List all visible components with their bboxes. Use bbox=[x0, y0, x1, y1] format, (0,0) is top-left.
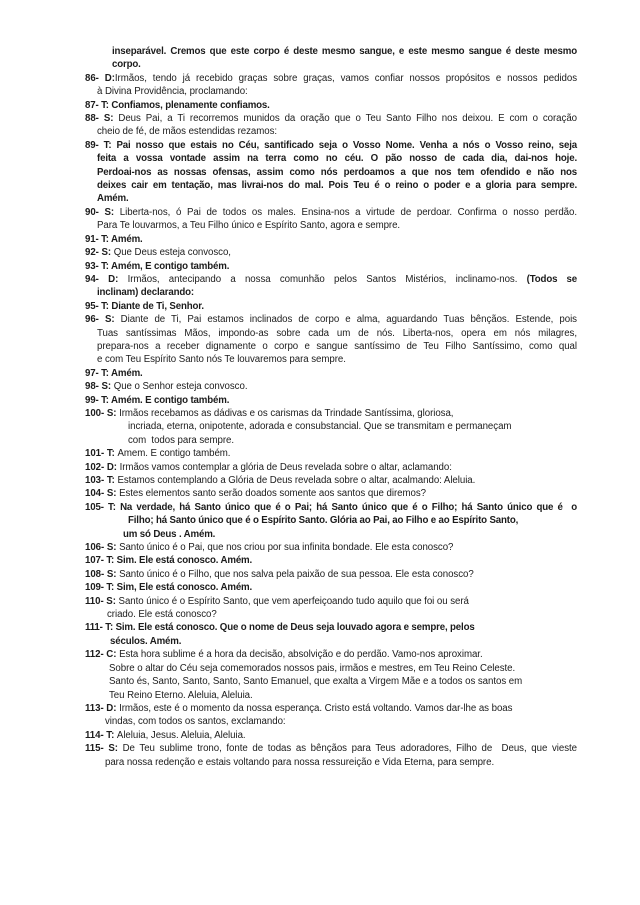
doc-text: Estamos contemplando a Glória de Deus revelada sobre o altar, acalmando: Aleluia. bbox=[117, 475, 476, 486]
doc-entry bbox=[85, 648, 577, 702]
doc-text: e com Teu Espírito Santo nós Te louvaremos para sempre. bbox=[97, 354, 346, 366]
doc-line bbox=[85, 179, 577, 192]
doc-text: cheio de fé, de mãos estendidas rezamos: bbox=[97, 126, 278, 138]
doc-line bbox=[97, 689, 577, 702]
doc-line bbox=[93, 715, 577, 728]
doc-line bbox=[85, 621, 577, 634]
doc-text: com todos para sempre. bbox=[128, 434, 234, 446]
doc-entry bbox=[85, 702, 577, 729]
doc-line bbox=[85, 407, 577, 420]
doc-text: Amém. bbox=[97, 193, 129, 205]
doc-entry bbox=[85, 554, 577, 567]
doc-line bbox=[85, 474, 577, 487]
doc-line bbox=[85, 461, 577, 474]
doc-text: um só Deus . Amém. bbox=[123, 528, 216, 540]
doc-text: Liberta-nos, ó Pai de todos os males. Ensina-nos a virtude de perdoar. Confirma o nosso perdão. bbox=[119, 206, 577, 218]
entry-prefix: 90- S: bbox=[85, 206, 120, 218]
doc-line bbox=[85, 286, 577, 299]
doc-line bbox=[85, 273, 577, 286]
doc-text: Diante de Ti, Senhor. bbox=[111, 300, 204, 312]
doc-text: Sobre o altar do Céu seja comemorados nossos pais, irmãos e mestres, em Teu Reino Celeste. bbox=[109, 662, 516, 674]
doc-entry bbox=[85, 45, 577, 72]
doc-entry bbox=[85, 581, 577, 594]
entry-prefix: 106- S: bbox=[85, 542, 120, 554]
doc-line bbox=[97, 675, 577, 688]
entry-prefix: 109- T: bbox=[85, 582, 117, 594]
entry-prefix: 92- S: bbox=[85, 247, 114, 259]
doc-line bbox=[85, 501, 577, 514]
doc-line bbox=[95, 608, 577, 621]
doc-text: De Teu sublime trono, fonte de todas as bênçãos para Teus adoradores, Filho de Deus, que vieste bbox=[122, 743, 577, 755]
entry-prefix: 115- S: bbox=[85, 743, 123, 755]
doc-text: Perdoai-nos as nossas ofensas, assim como nós perdoamos a que nos tem ofendido e não nos bbox=[97, 166, 577, 178]
doc-line bbox=[85, 648, 577, 661]
doc-entry bbox=[85, 474, 577, 487]
doc-line bbox=[85, 394, 577, 407]
doc-line bbox=[85, 300, 577, 313]
doc-line bbox=[85, 233, 577, 246]
doc-text: deixes cair em tentação, mas livrai-nos do mal. Pois Teu é o reino o poder e a gloria para sempre. bbox=[97, 180, 577, 192]
doc-line bbox=[111, 528, 577, 541]
doc-line bbox=[116, 420, 577, 433]
entry-prefix: 86- D: bbox=[85, 72, 115, 84]
entry-prefix: 100- S: bbox=[85, 407, 120, 419]
doc-line bbox=[85, 380, 577, 393]
doc-text: Que o Senhor esteja convosco. bbox=[113, 381, 248, 393]
doc-text: corpo. bbox=[112, 59, 141, 71]
doc-entry bbox=[85, 300, 577, 313]
doc-text: Sim. Ele está conosco. Amém. bbox=[116, 555, 253, 567]
doc-entry bbox=[85, 729, 577, 742]
doc-text: Amém. bbox=[111, 367, 143, 379]
doc-line bbox=[85, 152, 577, 165]
doc-text: séculos. Amém. bbox=[110, 635, 182, 647]
doc-entry bbox=[85, 407, 577, 447]
doc-text: Teu Reino Eterno. Aleluia, Aleluia. bbox=[109, 689, 253, 701]
doc-text: para nossa redenção e estais voltando para nossa ressureição e Vida Eterna, para sempre. bbox=[105, 756, 495, 768]
doc-entry bbox=[85, 394, 577, 407]
entry-prefix: 114- T: bbox=[85, 729, 117, 741]
doc-text: prepara-nos a receber dignamente o corpo e sangue santíssimo de Teu Filho Santíssimo, como qual bbox=[97, 340, 577, 352]
doc-text: Amém. E contigo também. bbox=[111, 394, 230, 406]
doc-entry bbox=[85, 260, 577, 273]
doc-text: inseparável. Cremos que este corpo é deste mesmo sangue, e este mesmo sangue é deste mesmo bbox=[112, 46, 577, 57]
doc-line bbox=[85, 568, 577, 581]
entry-prefix: 89- T: bbox=[85, 139, 117, 151]
doc-text: Irmãos, tendo já recebido graças sobre graças, vamos confiar nossos propósitos e nossos pedidos bbox=[114, 72, 577, 84]
doc-line bbox=[85, 192, 577, 205]
doc-line bbox=[85, 541, 577, 554]
doc-text: Tuas santíssimas Mãos, impondo-as sobre cada um de nós. Liberta-nos, opera em nós milagres, bbox=[97, 327, 577, 339]
doc-line bbox=[85, 139, 577, 152]
doc-line bbox=[85, 729, 577, 742]
doc-line bbox=[85, 581, 577, 594]
doc-text: Diante de Ti, Pai estamos inclinados de corpo e alma, aguardando Tuas bênçãos. Estende, pois bbox=[120, 314, 577, 326]
entry-prefix: 98- S: bbox=[85, 381, 114, 393]
doc-entry bbox=[85, 246, 577, 259]
doc-line bbox=[97, 662, 577, 675]
doc-text: Que Deus esteja convosco, bbox=[113, 247, 231, 259]
entry-prefix: 107- T: bbox=[85, 555, 117, 567]
doc-entry bbox=[85, 206, 577, 233]
doc-entry bbox=[85, 380, 577, 393]
doc-text: criado. Ele está conosco? bbox=[107, 609, 217, 621]
doc-entry bbox=[85, 501, 577, 541]
doc-text: Esta hora sublime é a hora da decisão, absolvição e do perdão. Vamo-nos aproximar. bbox=[119, 649, 483, 661]
doc-entry bbox=[85, 742, 577, 769]
entry-prefix: 104- S: bbox=[85, 488, 120, 500]
doc-text: Deus Pai, a Ti recorremos munidos da oração que o Teu Santo Filho nos deixou. E com o coração bbox=[118, 113, 577, 125]
doc-entry bbox=[85, 568, 577, 581]
doc-text: Irmãos recebamos as dádivas e os carismas da Trindade Santíssima, gloriosa, bbox=[119, 407, 454, 419]
entry-prefix: 91- T: bbox=[85, 233, 112, 245]
doc-line bbox=[100, 45, 577, 58]
doc-text: Na verdade, há Santo único que é o Pai; há Santo único que é o Filho; há Santo único que é o bbox=[120, 501, 577, 513]
entry-prefix: 108- S: bbox=[85, 568, 120, 580]
doc-entry bbox=[85, 99, 577, 112]
doc-line bbox=[85, 487, 577, 500]
doc-entry bbox=[85, 621, 577, 648]
doc-line bbox=[93, 756, 577, 769]
doc-text: feita a vossa vontade assim na terra como no céu. O pão nosso de cada dia, dai-nos hoje. bbox=[97, 153, 577, 165]
doc-text: Irmãos vamos contemplar a glória de Deus revelada sobre o altar, aclamando: bbox=[119, 461, 452, 473]
document-entries bbox=[85, 45, 577, 769]
entry-prefix: 101- T: bbox=[85, 448, 118, 460]
doc-line bbox=[85, 246, 577, 259]
doc-text: Santo único é o Espírito Santo, que vem aperfeiçoando tudo aquilo que foi ou será bbox=[118, 595, 469, 607]
doc-text: Aleluia, Jesus. Aleluia, Aleluia. bbox=[116, 729, 246, 741]
entry-prefix: 113- D: bbox=[85, 702, 120, 714]
doc-text: inclinam) declarando: bbox=[97, 287, 194, 299]
doc-text: Santo único é o Filho, que nos salva pela paixão de sua pessoa. Ele esta conosco? bbox=[119, 568, 474, 580]
entry-prefix: 87- T: bbox=[85, 99, 112, 111]
doc-text: Amém, E contigo também. bbox=[111, 260, 230, 272]
entry-prefix: 88- S: bbox=[85, 113, 119, 125]
doc-entry bbox=[85, 367, 577, 380]
doc-line bbox=[85, 72, 577, 85]
entry-prefix: 97- T: bbox=[85, 367, 112, 379]
doc-text: Confiamos, plenamente confiamos. bbox=[111, 99, 270, 111]
doc-text: Amem. E contigo também. bbox=[117, 448, 231, 460]
doc-line bbox=[85, 125, 577, 138]
doc-line bbox=[85, 166, 577, 179]
doc-text: vindas, com todos os santos, exclamando: bbox=[105, 716, 286, 728]
entry-prefix: 94- D: bbox=[85, 273, 128, 285]
doc-line bbox=[85, 554, 577, 567]
entry-prefix: 112- C: bbox=[85, 649, 120, 661]
doc-text: Filho; há Santo único que é o Espírito Santo. Glória ao Pai, ao Filho e ao Espírito Santo, bbox=[128, 515, 519, 527]
doc-text: Sim. Ele está conosco. Que o nome de Deus seja louvado agora e sempre, pelos bbox=[115, 622, 475, 634]
doc-entry bbox=[85, 487, 577, 500]
doc-line bbox=[85, 447, 577, 460]
doc-text: Irmãos, antecipando a nossa comunhão pelos Santos Mistérios, inclinamo-nos. bbox=[127, 273, 527, 285]
doc-line bbox=[85, 742, 577, 755]
doc-entry bbox=[85, 139, 577, 206]
doc-entry bbox=[85, 447, 577, 460]
doc-line bbox=[85, 367, 577, 380]
doc-text: Para Te louvarmos, a Teu Filho único e Espírito Santo, agora e sempre. bbox=[97, 220, 401, 232]
doc-text: incriada, eterna, onipotente, adorada e consubstancial. Que se transmitam e permaneçam bbox=[128, 421, 512, 433]
entry-prefix: 95- T: bbox=[85, 300, 112, 312]
doc-line bbox=[85, 327, 577, 340]
doc-text: à Divina Providência, proclamando: bbox=[97, 86, 248, 98]
doc-line bbox=[116, 514, 577, 527]
doc-line bbox=[116, 434, 577, 447]
doc-text: Sim, Ele está conosco. Amém. bbox=[116, 582, 253, 594]
entry-prefix: 103- T: bbox=[85, 475, 118, 486]
entry-prefix: 93- T: bbox=[85, 260, 112, 272]
doc-line bbox=[85, 313, 577, 326]
entry-prefix: 99- T: bbox=[85, 394, 112, 406]
doc-line bbox=[85, 219, 577, 232]
entry-prefix: 96- S: bbox=[85, 314, 121, 326]
doc-line bbox=[85, 353, 577, 366]
doc-text: Estes elementos santo serão doados somente aos santos que diremos? bbox=[119, 488, 426, 500]
doc-entry bbox=[85, 595, 577, 622]
doc-text: (Todos se bbox=[526, 273, 577, 285]
entry-prefix: 102- D: bbox=[85, 461, 120, 473]
doc-line bbox=[85, 112, 577, 125]
doc-line bbox=[85, 85, 577, 98]
doc-entry bbox=[85, 233, 577, 246]
entry-prefix: 111- T: bbox=[85, 622, 116, 634]
doc-text: Santo único é o Pai, que nos criou por sua infinita bondade. Ele esta conosco? bbox=[119, 542, 454, 554]
doc-line bbox=[85, 340, 577, 353]
doc-line bbox=[85, 99, 577, 112]
doc-entry bbox=[85, 461, 577, 474]
doc-entry bbox=[85, 273, 577, 300]
doc-text: Santo és, Santo, Santo, Santo, Santo Emanuel, que exalta a Virgem Mãe e a todos os santos em bbox=[109, 676, 523, 688]
doc-line bbox=[100, 58, 577, 71]
doc-text: Pai nosso que estais no Céu, santificado seja o Vosso Nome. Venha a nós o Vosso reino, seja bbox=[116, 139, 577, 151]
doc-entry bbox=[85, 112, 577, 139]
doc-text: Amém. bbox=[111, 233, 143, 245]
doc-line bbox=[85, 595, 577, 608]
entry-prefix: 105- T: bbox=[85, 501, 121, 513]
doc-entry bbox=[85, 541, 577, 554]
doc-line bbox=[98, 635, 577, 648]
doc-entry bbox=[85, 72, 577, 99]
document-page bbox=[85, 45, 577, 769]
doc-line bbox=[85, 702, 577, 715]
entry-prefix: 110- S: bbox=[85, 595, 119, 607]
doc-text: Irmãos, este é o momento da nossa esperança. Cristo está voltando. Vamos dar-lhe as boas bbox=[119, 702, 513, 714]
doc-line bbox=[85, 206, 577, 219]
doc-entry bbox=[85, 313, 577, 367]
doc-line bbox=[85, 260, 577, 273]
